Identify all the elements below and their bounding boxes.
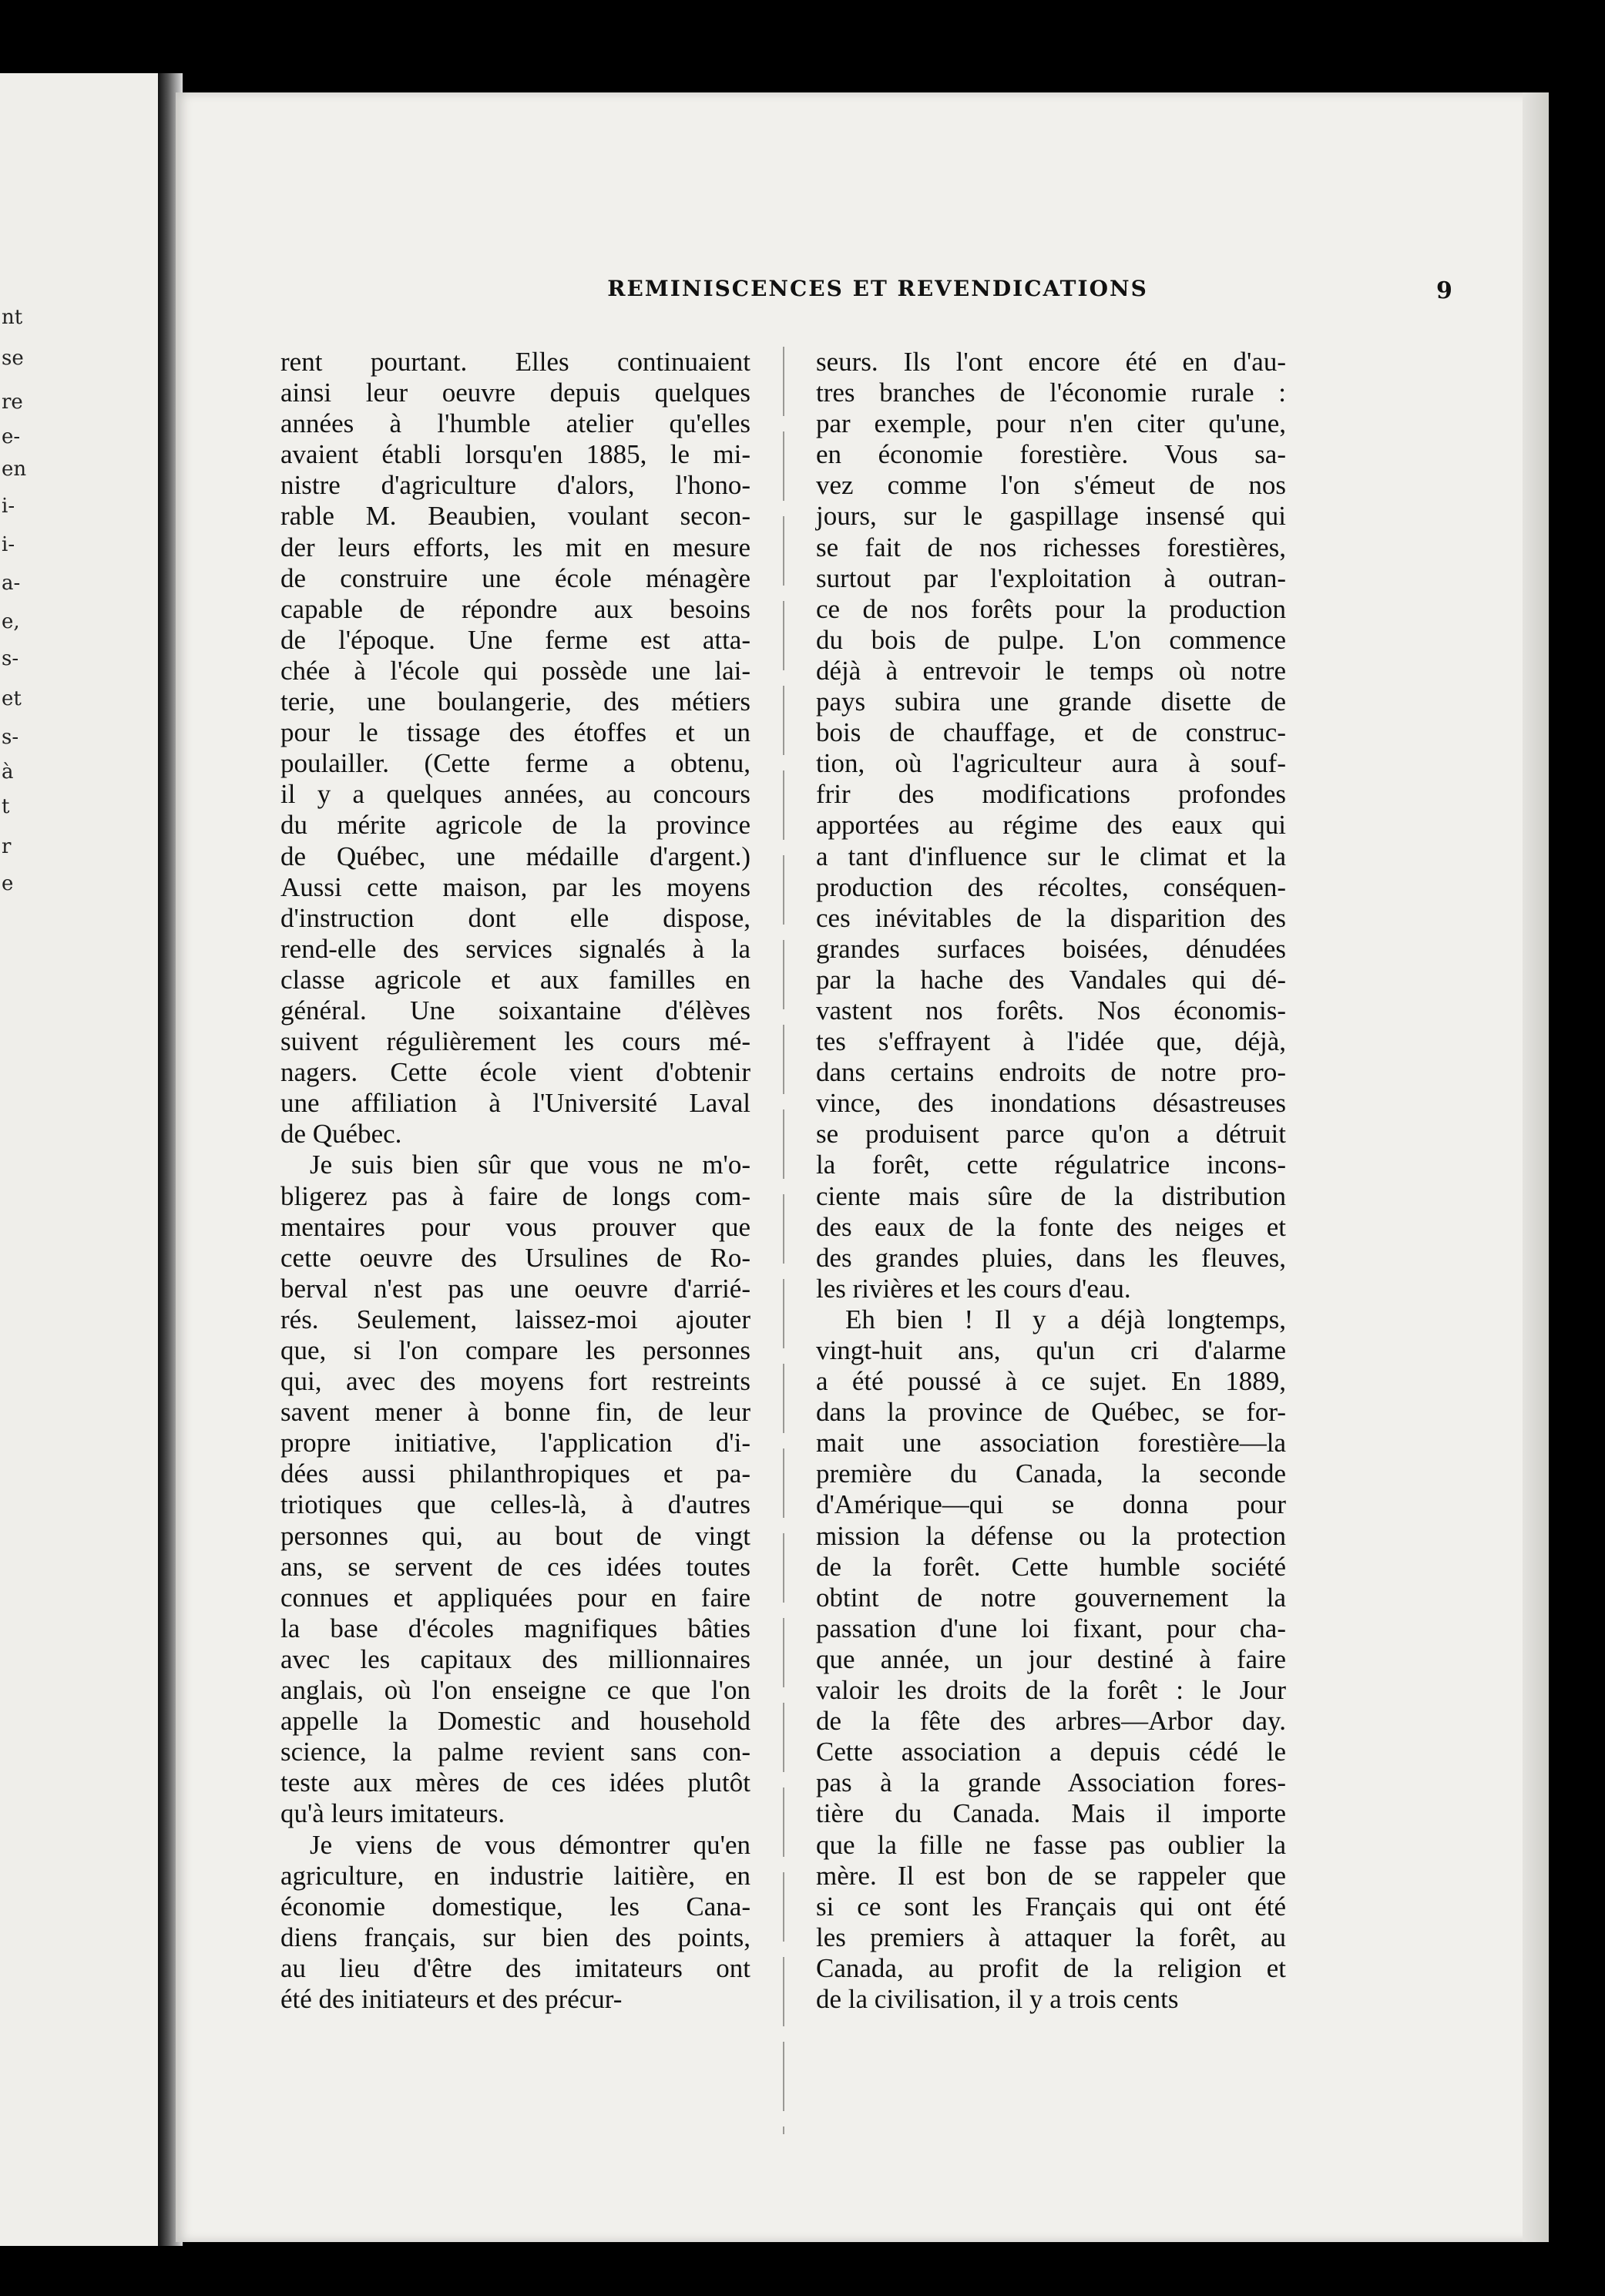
text-line: Je suis bien sûr que vous ne m'o- [310, 1150, 750, 1180]
page-number: 9 [1436, 277, 1452, 304]
text-line: du bois de pulpe. L'on commence [816, 624, 1286, 655]
text-line: de construire une école ménagère [280, 562, 750, 593]
text-line: ces inévitables de la disparition des [816, 902, 1286, 933]
text-line: cette oeuvre des Ursulines de Ro- [280, 1242, 750, 1273]
text-line: tes s'effrayent à l'idée que, déjà, [816, 1026, 1286, 1057]
text-line: dans la province de Québec, se for- [816, 1397, 1286, 1428]
text-line: avaient établi lorsqu'en 1885, le mi- [280, 439, 750, 470]
previous-page-fragment: s- [2, 647, 19, 670]
previous-page-fragment: i- [2, 495, 15, 518]
text-line: par la hache des Vandales qui dé- [816, 964, 1286, 995]
text-line: une affiliation à l'Université Laval [280, 1088, 750, 1119]
text-line: d'instruction dont elle dispose, [280, 902, 750, 933]
previous-page-fragment: s- [2, 726, 19, 749]
text-line: se produisent parce qu'on a détruit [816, 1119, 1286, 1150]
text-line: terie, une boulangerie, des métiers [280, 686, 750, 717]
previous-page-fragment: t [2, 795, 10, 818]
text-line: rés. Seulement, laissez-moi ajouter [280, 1304, 750, 1334]
text-line: Cette association a depuis cédé le [816, 1737, 1286, 1767]
text-line: vez comme l'on s'émeut de nos [816, 470, 1286, 501]
text-line: avec les capitaux des millionnaires [280, 1643, 750, 1674]
previous-page-fragment: re [2, 391, 23, 414]
previous-page-fragment: e, [2, 610, 20, 633]
previous-page-fragment: nt [2, 306, 23, 329]
text-line: classe agricole et aux familles en [280, 964, 750, 995]
text-line: Je viens de vous démontrer qu'en [310, 1829, 750, 1860]
text-line: bois de chauffage, et de construc- [816, 717, 1286, 748]
text-line: en économie forestière. Vous sa- [816, 439, 1286, 470]
text-line: mentaires pour vous prouver que [280, 1211, 750, 1242]
text-line: apportées au régime des eaux qui [816, 810, 1286, 841]
text-line: vingt-huit ans, qu'un cri d'alarme [816, 1335, 1286, 1365]
text-line: bligerez pas à faire de longs com- [280, 1180, 750, 1211]
text-line: la forêt, cette régulatrice incons- [816, 1150, 1286, 1180]
text-line: Eh bien ! Il y a déjà longtemps, [845, 1304, 1286, 1334]
text-line: première du Canada, la seconde [816, 1458, 1286, 1489]
page [176, 92, 1549, 2242]
text-line: économie domestique, les Cana- [280, 1891, 750, 1922]
text-line: science, la palme revient sans con- [280, 1737, 750, 1767]
previous-page-fragment: e [2, 872, 14, 895]
text-line: du mérite agricole de la province [280, 810, 750, 841]
text-line: au lieu d'être des imitateurs ont [280, 1952, 750, 1983]
left-column [280, 347, 750, 2015]
text-line: que année, un jour destiné à faire [816, 1643, 1286, 1674]
text-line: vince, des inondations désastreuses [816, 1088, 1286, 1119]
previous-page-fragment: en [2, 458, 27, 481]
text-line: diens français, sur bien des points, [280, 1922, 750, 1952]
text-line: tière du Canada. Mais il importe [816, 1798, 1286, 1829]
text-line: teste aux mères de ces idées plutôt [280, 1767, 750, 1798]
text-line: tion, où l'agriculteur aura à souf- [816, 748, 1286, 779]
text-line: passation d'une loi fixant, pour cha- [816, 1613, 1286, 1643]
text-line: ciente mais sûre de la distribution [816, 1180, 1286, 1211]
text-line: mait une association forestière—la [816, 1428, 1286, 1458]
text-line: jours, sur le gaspillage insensé qui [816, 501, 1286, 532]
text-line: de la forêt. Cette humble société [816, 1551, 1286, 1582]
text-line: de la civilisation, il y a trois cents [816, 1983, 1179, 2014]
text-line: il y a quelques années, au concours [280, 779, 750, 810]
text-line: des grandes pluies, dans les fleuves, [816, 1242, 1286, 1273]
text-line: que, si l'on compare les personnes [280, 1335, 750, 1365]
text-line: des eaux de la fonte des neiges et [816, 1211, 1286, 1242]
column-divider [783, 347, 784, 2134]
text-line: frir des modifications profondes [816, 779, 1286, 810]
text-line: pays subira une grande disette de [816, 686, 1286, 717]
previous-page-fragment: et [2, 687, 22, 710]
text-line: appelle la Domestic and household [280, 1706, 750, 1737]
text-line: qu'à leurs imitateurs. [280, 1798, 505, 1829]
page-edge [1523, 92, 1549, 2242]
text-line: rable M. Beaubien, voulant secon- [280, 501, 750, 532]
text-line: surtout par l'exploitation à outran- [816, 562, 1286, 593]
right-column [816, 347, 1286, 2015]
text-line: production des récoltes, conséquen- [816, 871, 1286, 902]
text-line: de l'époque. Une ferme est atta- [280, 624, 750, 655]
text-line: ainsi leur oeuvre depuis quelques [280, 378, 750, 408]
text-line: capable de répondre aux besoins [280, 593, 750, 624]
text-line: vastent nos forêts. Nos économis- [816, 995, 1286, 1025]
text-line: la base d'écoles magnifiques bâties [280, 1613, 750, 1643]
text-line: dans certains endroits de notre pro- [816, 1057, 1286, 1088]
text-line: de la fête des arbres—Arbor day. [816, 1706, 1286, 1737]
text-line: de Québec. [280, 1119, 402, 1150]
text-line: personnes qui, au bout de vingt [280, 1520, 750, 1551]
text-line: poulailler. (Cette ferme a obtenu, [280, 748, 750, 779]
text-line: nistre d'agriculture d'alors, l'hono- [280, 470, 750, 501]
text-line: chée à l'école qui possède une lai- [280, 655, 750, 686]
text-line: anglais, où l'on enseigne ce que l'on [280, 1675, 750, 1706]
text-line: de Québec, une médaille d'argent.) [280, 841, 750, 871]
text-line: années à l'humble atelier qu'elles [280, 408, 750, 439]
text-line: suivent régulièrement les cours mé- [280, 1026, 750, 1057]
previous-page-fragment: r [2, 835, 12, 858]
text-line: der leurs efforts, les mit en mesure [280, 532, 750, 562]
running-title: REMINISCENCES ET REVENDICATIONS [607, 276, 1148, 301]
previous-page-fragment: a- [2, 572, 21, 595]
text-line: si ce sont les Français qui ont été [816, 1891, 1286, 1922]
text-line: par exemple, pour n'en citer qu'une, [816, 408, 1286, 439]
text-line: grandes surfaces boisées, dénudées [816, 933, 1286, 964]
text-line: Canada, au profit de la religion et [816, 1952, 1286, 1983]
text-line: obtint de notre gouvernement la [816, 1582, 1286, 1613]
text-line: rent pourtant. Elles continuaient [280, 347, 750, 377]
text-line: a été poussé à ce sujet. En 1889, [816, 1366, 1286, 1397]
text-line: ans, se servent de ces idées toutes [280, 1551, 750, 1582]
text-line: savent mener à bonne fin, de leur [280, 1397, 750, 1428]
text-line: que la fille ne fasse pas oublier la [816, 1829, 1286, 1860]
text-line: mission la défense ou la protection [816, 1520, 1286, 1551]
previous-page-fragment: e- [2, 425, 21, 448]
text-line: seurs. Ils l'ont encore été en d'au- [816, 347, 1286, 377]
previous-page-strip [0, 73, 158, 2246]
text-line: tres branches de l'économie rurale : [816, 378, 1286, 408]
text-line: Aussi cette maison, par les moyens [280, 871, 750, 902]
text-line: qui, avec des moyens fort restreints [280, 1366, 750, 1397]
text-line: propre initiative, l'application d'i- [280, 1428, 750, 1458]
text-line: les rivières et les cours d'eau. [816, 1273, 1131, 1304]
previous-page-fragment: à [2, 760, 14, 784]
text-line: pas à la grande Association fores- [816, 1767, 1286, 1798]
text-line: ce de nos forêts pour la production [816, 593, 1286, 624]
text-line: rend-elle des services signalés à la [280, 933, 750, 964]
text-line: général. Une soixantaine d'élèves [280, 995, 750, 1025]
text-line: été des initiateurs et des précur- [280, 1983, 623, 2014]
text-line: dées aussi philanthropiques et pa- [280, 1458, 750, 1489]
text-line: déjà à entrevoir le temps où notre [816, 655, 1286, 686]
previous-page-fragment: se [2, 347, 24, 370]
text-line: pour le tissage des étoffes et un [280, 717, 750, 748]
text-line: connues et appliquées pour en faire [280, 1582, 750, 1613]
text-line: les premiers à attaquer la forêt, au [816, 1922, 1286, 1952]
text-line: mère. Il est bon de se rappeler que [816, 1860, 1286, 1891]
text-line: agriculture, en industrie laitière, en [280, 1860, 750, 1891]
previous-page-fragment: i- [2, 533, 15, 556]
text-line: d'Amérique—qui se donna pour [816, 1489, 1286, 1520]
text-line: berval n'est pas une oeuvre d'arrié- [280, 1273, 750, 1304]
text-line: se fait de nos richesses forestières, [816, 532, 1286, 562]
text-line: triotiques que celles-là, à d'autres [280, 1489, 750, 1520]
text-line: valoir les droits de la forêt : le Jour [816, 1675, 1286, 1706]
text-line: nagers. Cette école vient d'obtenir [280, 1057, 750, 1088]
text-line: a tant d'influence sur le climat et la [816, 841, 1286, 871]
